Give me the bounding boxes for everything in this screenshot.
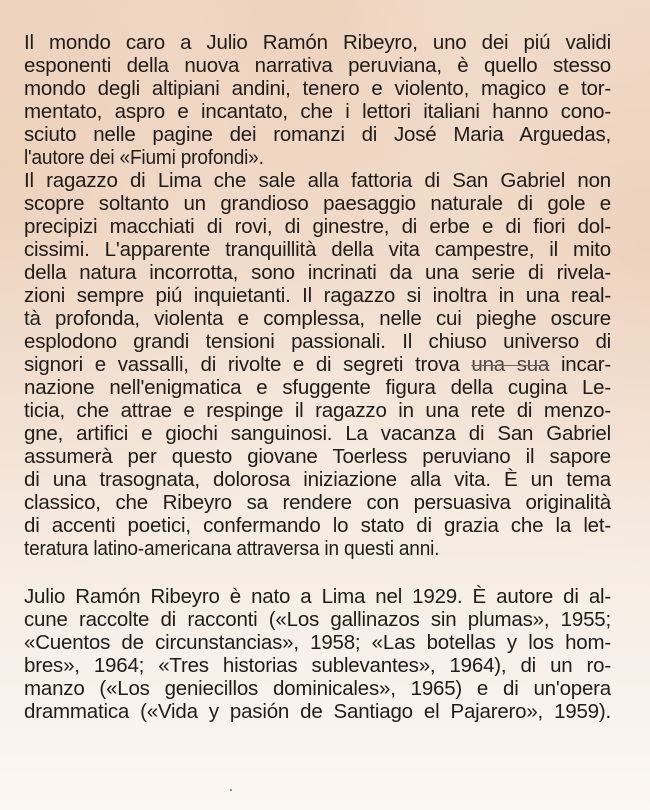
text-line: nazione nell'enigmatica e sfuggente figura della cugina Le-: [24, 376, 611, 399]
paragraph-author-bio: [24, 585, 611, 723]
struck-through-text: una sua: [471, 353, 550, 376]
paragraph-spacer: [24, 560, 611, 585]
text-line: esplodono grandi tensioni passionali. Il chiuso universo di: [24, 330, 611, 353]
text-segment: signori e vassalli, di rivolte e di segreti trova: [24, 353, 472, 376]
text-line: gne, artifici e giochi sanguinosi. La vacanza di San Gabriel: [24, 422, 611, 445]
text-line: teratura latino-americana attraversa in questi anni.: [24, 537, 440, 560]
paragraph-plot: [24, 169, 611, 560]
text-line: Il ragazzo di Lima che sale alla fattoria di San Gabriel non: [24, 169, 611, 192]
text-line: Il mondo caro a Julio Ramón Ribeyro, uno dei piú validi: [24, 31, 611, 54]
text-segment: incar-: [549, 353, 611, 376]
text-line: l'autore dei «Fiumi profondi».: [24, 146, 264, 169]
book-blurb: [24, 31, 611, 723]
text-line: drammatica («Vida y pasión de Santiago el Pajarero», 1959).: [24, 700, 611, 723]
text-line: Julio Ramón Ribeyro è nato a Lima nel 1929. È autore di al-: [24, 585, 611, 608]
text-line: cissimi. L'apparente tranquillità della vita campestre, il mito: [24, 238, 611, 261]
text-line: precipizi macchiati di rovi, di ginestre, di erbe e di fiori dol-: [24, 215, 611, 238]
text-line: ticia, che attrae e respinge il ragazzo in una rete di menzo-: [24, 399, 611, 422]
paragraph-intro: [24, 31, 611, 169]
text-line: manzo («Los geniecillos dominicales», 1965) e di un'opera: [24, 677, 611, 700]
text-line: zioni sempre piú inquietanti. Il ragazzo si inoltra in una real-: [24, 284, 611, 307]
text-line: scopre soltanto un grandioso paesaggio naturale di gole e: [24, 192, 611, 215]
text-line: bres», 1964; «Tres historias sublevantes», 1964), di un ro-: [24, 654, 611, 677]
text-line: di una trasognata, dolorosa iniziazione alla vita. È un tema: [24, 468, 611, 491]
text-line: mondo degli altipiani andini, tenero e violento, magico e tor-: [24, 77, 611, 100]
paper-speck: [230, 789, 232, 791]
text-line: di accenti poetici, confermando lo stato di grazia che la let-: [24, 514, 611, 537]
text-line: cune raccolte di racconti («Los gallinazos sin plumas», 1955;: [24, 608, 611, 631]
text-line: esponenti della nuova narrativa peruviana, è quello stesso: [24, 54, 611, 77]
text-line: della natura incorrotta, sono incrinati da una serie di rivela-: [24, 261, 611, 284]
text-line: sciuto nelle pagine dei romanzi di José Maria Arguedas,: [24, 123, 611, 146]
text-line: assumerà per questo giovane Toerless peruviano il sapore: [24, 445, 611, 468]
text-line: mentato, aspro e incantato, che i lettori italiani hanno cono-: [24, 100, 611, 123]
text-line: «Cuentos de circunstancias», 1958; «Las botellas y los hom-: [24, 631, 611, 654]
text-line: tà profonda, violenta e complessa, nelle cui pieghe oscure: [24, 307, 611, 330]
text-line-with-strikethrough: [24, 353, 611, 376]
text-line: classico, che Ribeyro sa rendere con persuasiva originalità: [24, 491, 611, 514]
